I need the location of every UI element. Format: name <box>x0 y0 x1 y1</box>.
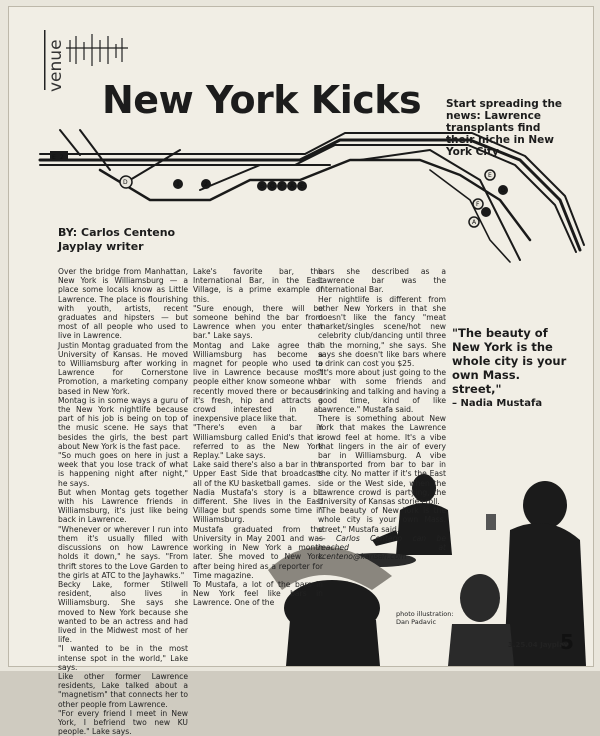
skyline-icon <box>66 34 128 66</box>
paragraph: "Whenever or wherever I run into them it's usually filled with discussions on how Lawrence holds it down," he says. "From thrift stores to the Love Garden to the girls at ATC to the Jayhawks." <box>58 524 188 580</box>
station-label: 2 <box>204 181 208 188</box>
paragraph: "The beauty of New York is the whole city is your own Mass. street," Mustafa said. <box>318 506 446 534</box>
byline <box>58 226 175 254</box>
pull-quote-text: "The beauty of New York is the whole city is your own Mass. street," <box>452 326 567 396</box>
station-label: A <box>290 183 295 190</box>
paragraph: "Sure enough, there will be someone behind the bar from Lawrence when you enter that bar." Lake says. <box>193 303 323 341</box>
station-label: E <box>488 172 492 179</box>
paragraph: Lake's favorite bar, the International Bar, in the East Village, is a prime example of this. <box>193 267 323 304</box>
byline-author: BY: Carlos Centeno <box>58 226 176 239</box>
paragraph: Montag is in some ways a guru of the New York nightlife because part of his job is being on top of the music scene. He says that besides the girls, the best part about New York is the fast pace. <box>58 395 188 451</box>
paragraph: Nadia Mustafa's story is a bit different. She lives in the East Village but spends some time in Williamsburg. <box>193 487 323 525</box>
station-label: E <box>52 154 56 161</box>
paragraph: "For every friend I meet in New York, I befriend two new KU people." Lake says. <box>58 708 188 736</box>
paragraph: But when Montag gets together with his Lawrence friends in Williamsburg, it's just like being back in Lawrence. <box>58 487 188 525</box>
paragraph: Mustafa graduated from the University in May 2001 and was working in New York a month later. She moved to New York after being hired as a reporter for Time magazine. <box>193 524 323 580</box>
station-label: 1 <box>176 181 180 188</box>
deck: Start spreading the news: Lawrence transplants find their niche in New York City <box>446 98 563 158</box>
folio-date: 3.25.04 Jayplay <box>508 641 569 649</box>
station-label: A <box>472 219 477 226</box>
subway-stations <box>50 151 508 227</box>
paragraph: Like other former Lawrence residents, Lake talked about a "magnetism" that connects her to other people from Lawrence. <box>58 671 188 709</box>
paragraph: Over the bridge from Manhattan, New York is Williamsburg — a place some locals know as Little Lawrence. The place is flourishing with youth, artists, recent graduates and hipsters — but most of all people who used to live in Lawrence. <box>58 267 188 341</box>
station-label: D <box>123 179 128 186</box>
author-contact: — Carlos Centeno can be reached at ccenteno@kansan.com <box>318 533 446 562</box>
byline-role: Jayplay writer <box>58 240 144 253</box>
paragraph: "So much goes on here in just a week that you lose track of what is happening night after night," he says. <box>58 451 188 488</box>
paragraph: To Mustafa, a lot of the bars in New York feel like bars in Lawrence. One of the <box>193 579 323 608</box>
paragraph: There is something about New York that makes the Lawrence crowd feel at home. It's a vibe that lingers in the air of every bar in Williamsburg. A vibe transported from bar to bar in the city. No matter if it's the East side or the West side, when the Lawrence crowd is partying, the University of Kansas stories roll. <box>318 414 446 507</box>
pull-quote-attribution: – Nadia Mustafa <box>452 398 543 409</box>
station-label: G <box>270 183 275 190</box>
paragraph: "It's more about just going to the bar with some friends and drinking and talking and having a good time, kind of like Lawrence." Mustafa said. <box>318 368 446 415</box>
photo-credit: photo illustration: Dan Padavic <box>396 610 454 626</box>
paragraph: bars she described as a Lawrence bar was the International Bar. <box>318 267 446 295</box>
section-label: venue <box>46 39 66 92</box>
paragraph: Becky Lake, former Stilwell resident, also lives in Williamsburg. She says she moved to New York because she wanted to be an actress and had lived in the Midwest most of her life. <box>58 579 188 645</box>
article-column-1 <box>58 267 188 736</box>
paragraph: "I wanted to be in the most intense spot in the world," Lake says. <box>58 644 188 672</box>
page-number: 5 <box>560 630 574 654</box>
station-label: B <box>260 183 265 190</box>
article-column-3 <box>318 267 446 562</box>
station-label: D <box>501 187 506 194</box>
paragraph: "There's even a bar in Williamsburg called Enid's that is referred to as the New York Replay." Lake says. <box>193 423 323 461</box>
station-label: F <box>280 183 284 190</box>
paragraph: Justin Montag graduated from the University of Kansas. He moved to Williamsburg after working in Lawrence for Cornerstone Promotion, a marketing company based in New York. <box>58 340 188 396</box>
article-column-2 <box>193 267 323 608</box>
station-label: E <box>300 183 304 190</box>
pull-quote <box>452 326 572 411</box>
station-label: F <box>476 201 480 208</box>
station-label: 2 <box>60 154 64 161</box>
paragraph: Montag and Lake agree that Williamsburg has become a magnet for people who used to live in Lawrence because most people either know someone who recently moved there or because it's fresh, hip and attracts a crowd interested in an inexpensive place like that. <box>193 340 323 424</box>
paragraph: Lake said there's also a bar in the Upper East Side that broadcasts all of the KU basketball games. <box>193 460 323 488</box>
headline: New York Kicks <box>102 78 422 122</box>
paragraph: Her nightlife is different from other New Yorkers in that she doesn't like the fancy "meat market/singles scene/hot new celebrity club/dancing until three in the morning," she says. She says she doesn't like bars where a drink can cost you $25. <box>318 294 446 369</box>
